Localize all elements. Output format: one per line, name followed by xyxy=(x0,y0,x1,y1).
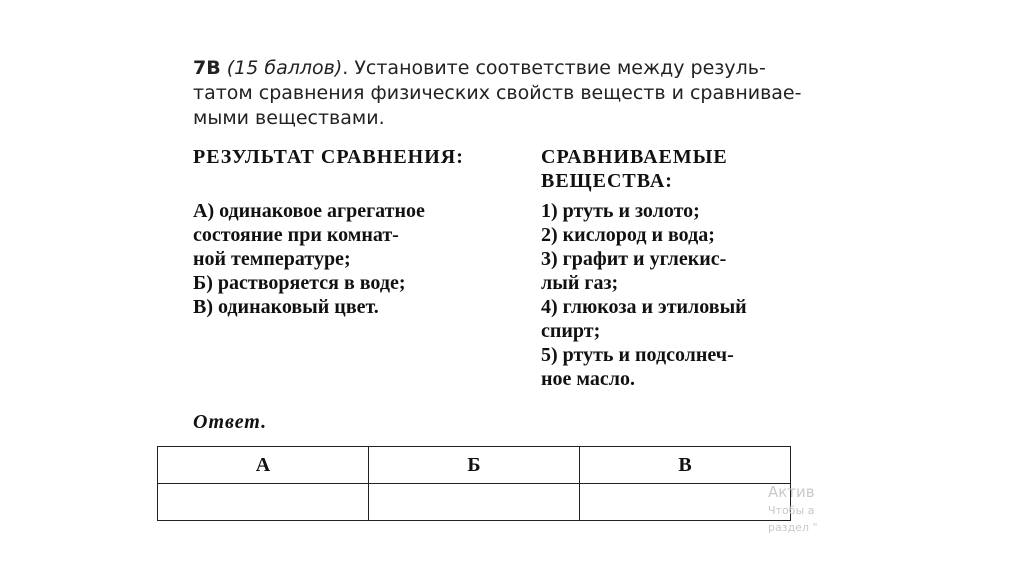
answer-cell-v[interactable] xyxy=(580,484,791,521)
substance-line: 1) ртуть и золото; xyxy=(541,200,700,222)
substance-line: 2) кислород и вода; xyxy=(541,224,715,246)
substance-line: 5) ртуть и подсолнеч- xyxy=(541,344,734,366)
comparison-result-line: А) одинаковое агрегатное xyxy=(193,200,425,222)
task-points: (15 баллов) xyxy=(226,57,343,79)
substance-line: спирт; xyxy=(541,320,601,342)
task-line-3: мыми веществами. xyxy=(193,107,385,129)
comparison-result-line: Б) растворяется в воде; xyxy=(193,272,406,294)
substance-line: ное масло. xyxy=(541,368,635,390)
task-line-2: татом сравнения физических свойств веществ и сравнивае- xyxy=(193,82,802,104)
answer-label: Ответ. xyxy=(193,411,268,433)
task-statement xyxy=(193,56,803,131)
watermark-line-2: Чтобы а xyxy=(768,504,815,517)
substance-line: лый газ; xyxy=(541,272,619,294)
answer-column-a: А xyxy=(158,447,369,484)
task-number: 7В xyxy=(193,57,221,79)
watermark-line-1: Актив xyxy=(768,483,815,501)
answer-cell-a[interactable] xyxy=(158,484,369,521)
comparison-result-line: В) одинаковый цвет. xyxy=(193,296,379,318)
comparison-results-header: РЕЗУЛЬТАТ СРАВНЕНИЯ: xyxy=(193,146,464,168)
substance-line: 4) глюкоза и этиловый xyxy=(541,296,747,318)
answer-table xyxy=(157,446,791,521)
compared-substances-column xyxy=(541,145,831,391)
comparison-result-line: ной температуре; xyxy=(193,248,351,270)
comparison-result-line: состояние при комнат- xyxy=(193,224,399,246)
substance-line: 3) графит и углекис- xyxy=(541,248,727,270)
answer-column-b: Б xyxy=(369,447,580,484)
compared-substances-header-1: СРАВНИВАЕМЫЕ xyxy=(541,146,728,168)
answer-table-header-row xyxy=(158,447,791,484)
answer-table-value-row xyxy=(158,484,791,521)
activation-watermark xyxy=(768,483,838,536)
task-line-1 xyxy=(193,56,803,81)
answer-cell-b[interactable] xyxy=(369,484,580,521)
task-line-1-text: . Установите соответствие между резуль- xyxy=(342,57,766,79)
answer-column-v: В xyxy=(580,447,791,484)
comparison-results-column xyxy=(193,145,513,319)
compared-substances-header-2: ВЕЩЕСТВА: xyxy=(541,170,673,192)
watermark-line-3: раздел " xyxy=(768,521,818,534)
